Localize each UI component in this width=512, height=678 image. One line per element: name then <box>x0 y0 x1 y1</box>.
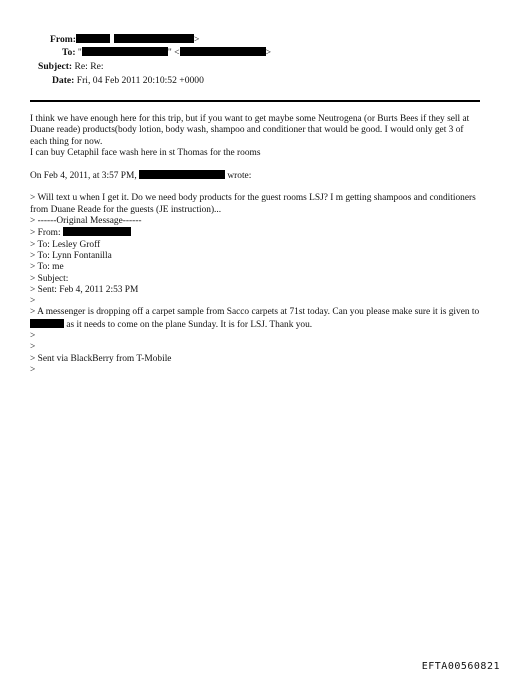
redaction-bar <box>76 34 110 43</box>
redaction-bar <box>82 47 168 56</box>
quoted-line: > <box>30 364 36 375</box>
quoted-line: > <box>30 342 36 353</box>
to-prefix: " <box>77 47 82 58</box>
document-id: EFTA00560821 <box>421 661 500 672</box>
to-mid: " < <box>167 47 180 58</box>
redaction-bar <box>114 34 194 43</box>
header-divider <box>30 100 480 102</box>
from-suffix: > <box>193 34 200 45</box>
quote-intro-prefix: On Feb 4, 2011, at 3:57 PM, <box>30 171 137 182</box>
quoted-line: > ------Original Message------ <box>30 216 142 227</box>
quoted-message-part: as it needs to come on the plane Sunday. It is for LSJ. Thank you. <box>66 319 313 330</box>
subject-value: Re: Re: <box>74 61 104 72</box>
from-label: From: <box>50 34 76 45</box>
subject-label: Subject: <box>38 61 73 72</box>
quoted-from-label: > From: <box>30 228 61 239</box>
quoted-line: > To: Lynn Fontanilla <box>30 250 112 261</box>
redaction-bar <box>180 47 266 56</box>
quoted-line: > To: Lesley Groff <box>30 239 101 250</box>
to-row <box>62 47 271 59</box>
reply-line: I can buy Cetaphil face wash here in st Thomas for the rooms <box>30 147 261 158</box>
redaction-bar <box>30 319 64 328</box>
quoted-line: > To: me <box>30 262 64 273</box>
quoted-line: > <box>30 296 36 307</box>
quote-intro <box>30 170 482 182</box>
quoted-line: > Sent: Feb 4, 2011 2:53 PM <box>30 284 139 295</box>
to-label: To: <box>62 47 76 58</box>
quoted-message <box>30 307 482 331</box>
quote-intro-suffix: wrote: <box>227 171 252 182</box>
quoted-line: > Subject: <box>30 273 69 284</box>
quoted-message-part: > A messenger is dropping off a carpet sample from Sacco carpets at 71st today. Can you please make sure it is given to <box>30 307 480 318</box>
quoted-line: > Will text u when I get it. Do we need body products for the guest rooms LSJ? I m getting shampoos and conditioners from Duane Reade for the guests (JE instruction)... <box>30 193 476 215</box>
to-suffix: > <box>265 47 271 58</box>
from-row <box>50 34 199 46</box>
quoted-line: > <box>30 331 36 342</box>
reply-paragraph: I think we have enough here for this trip, but if you want to get maybe some Neutrogena (or Burts Bees if they sell at Duane reade) products(body lotion, body wash, shampoo and conditioner that would be good. I would only get 3 of each thing for now. <box>30 114 470 147</box>
email-body <box>30 114 482 376</box>
date-value: Fri, 04 Feb 2011 20:10:52 +0000 <box>76 75 204 86</box>
subject-row <box>38 61 104 73</box>
date-row <box>52 75 204 87</box>
quoted-from <box>30 227 482 239</box>
date-label: Date: <box>52 75 75 86</box>
quoted-signature: > Sent via BlackBerry from T-Mobile <box>30 353 172 364</box>
redaction-bar <box>139 170 225 179</box>
redaction-bar <box>63 227 131 236</box>
